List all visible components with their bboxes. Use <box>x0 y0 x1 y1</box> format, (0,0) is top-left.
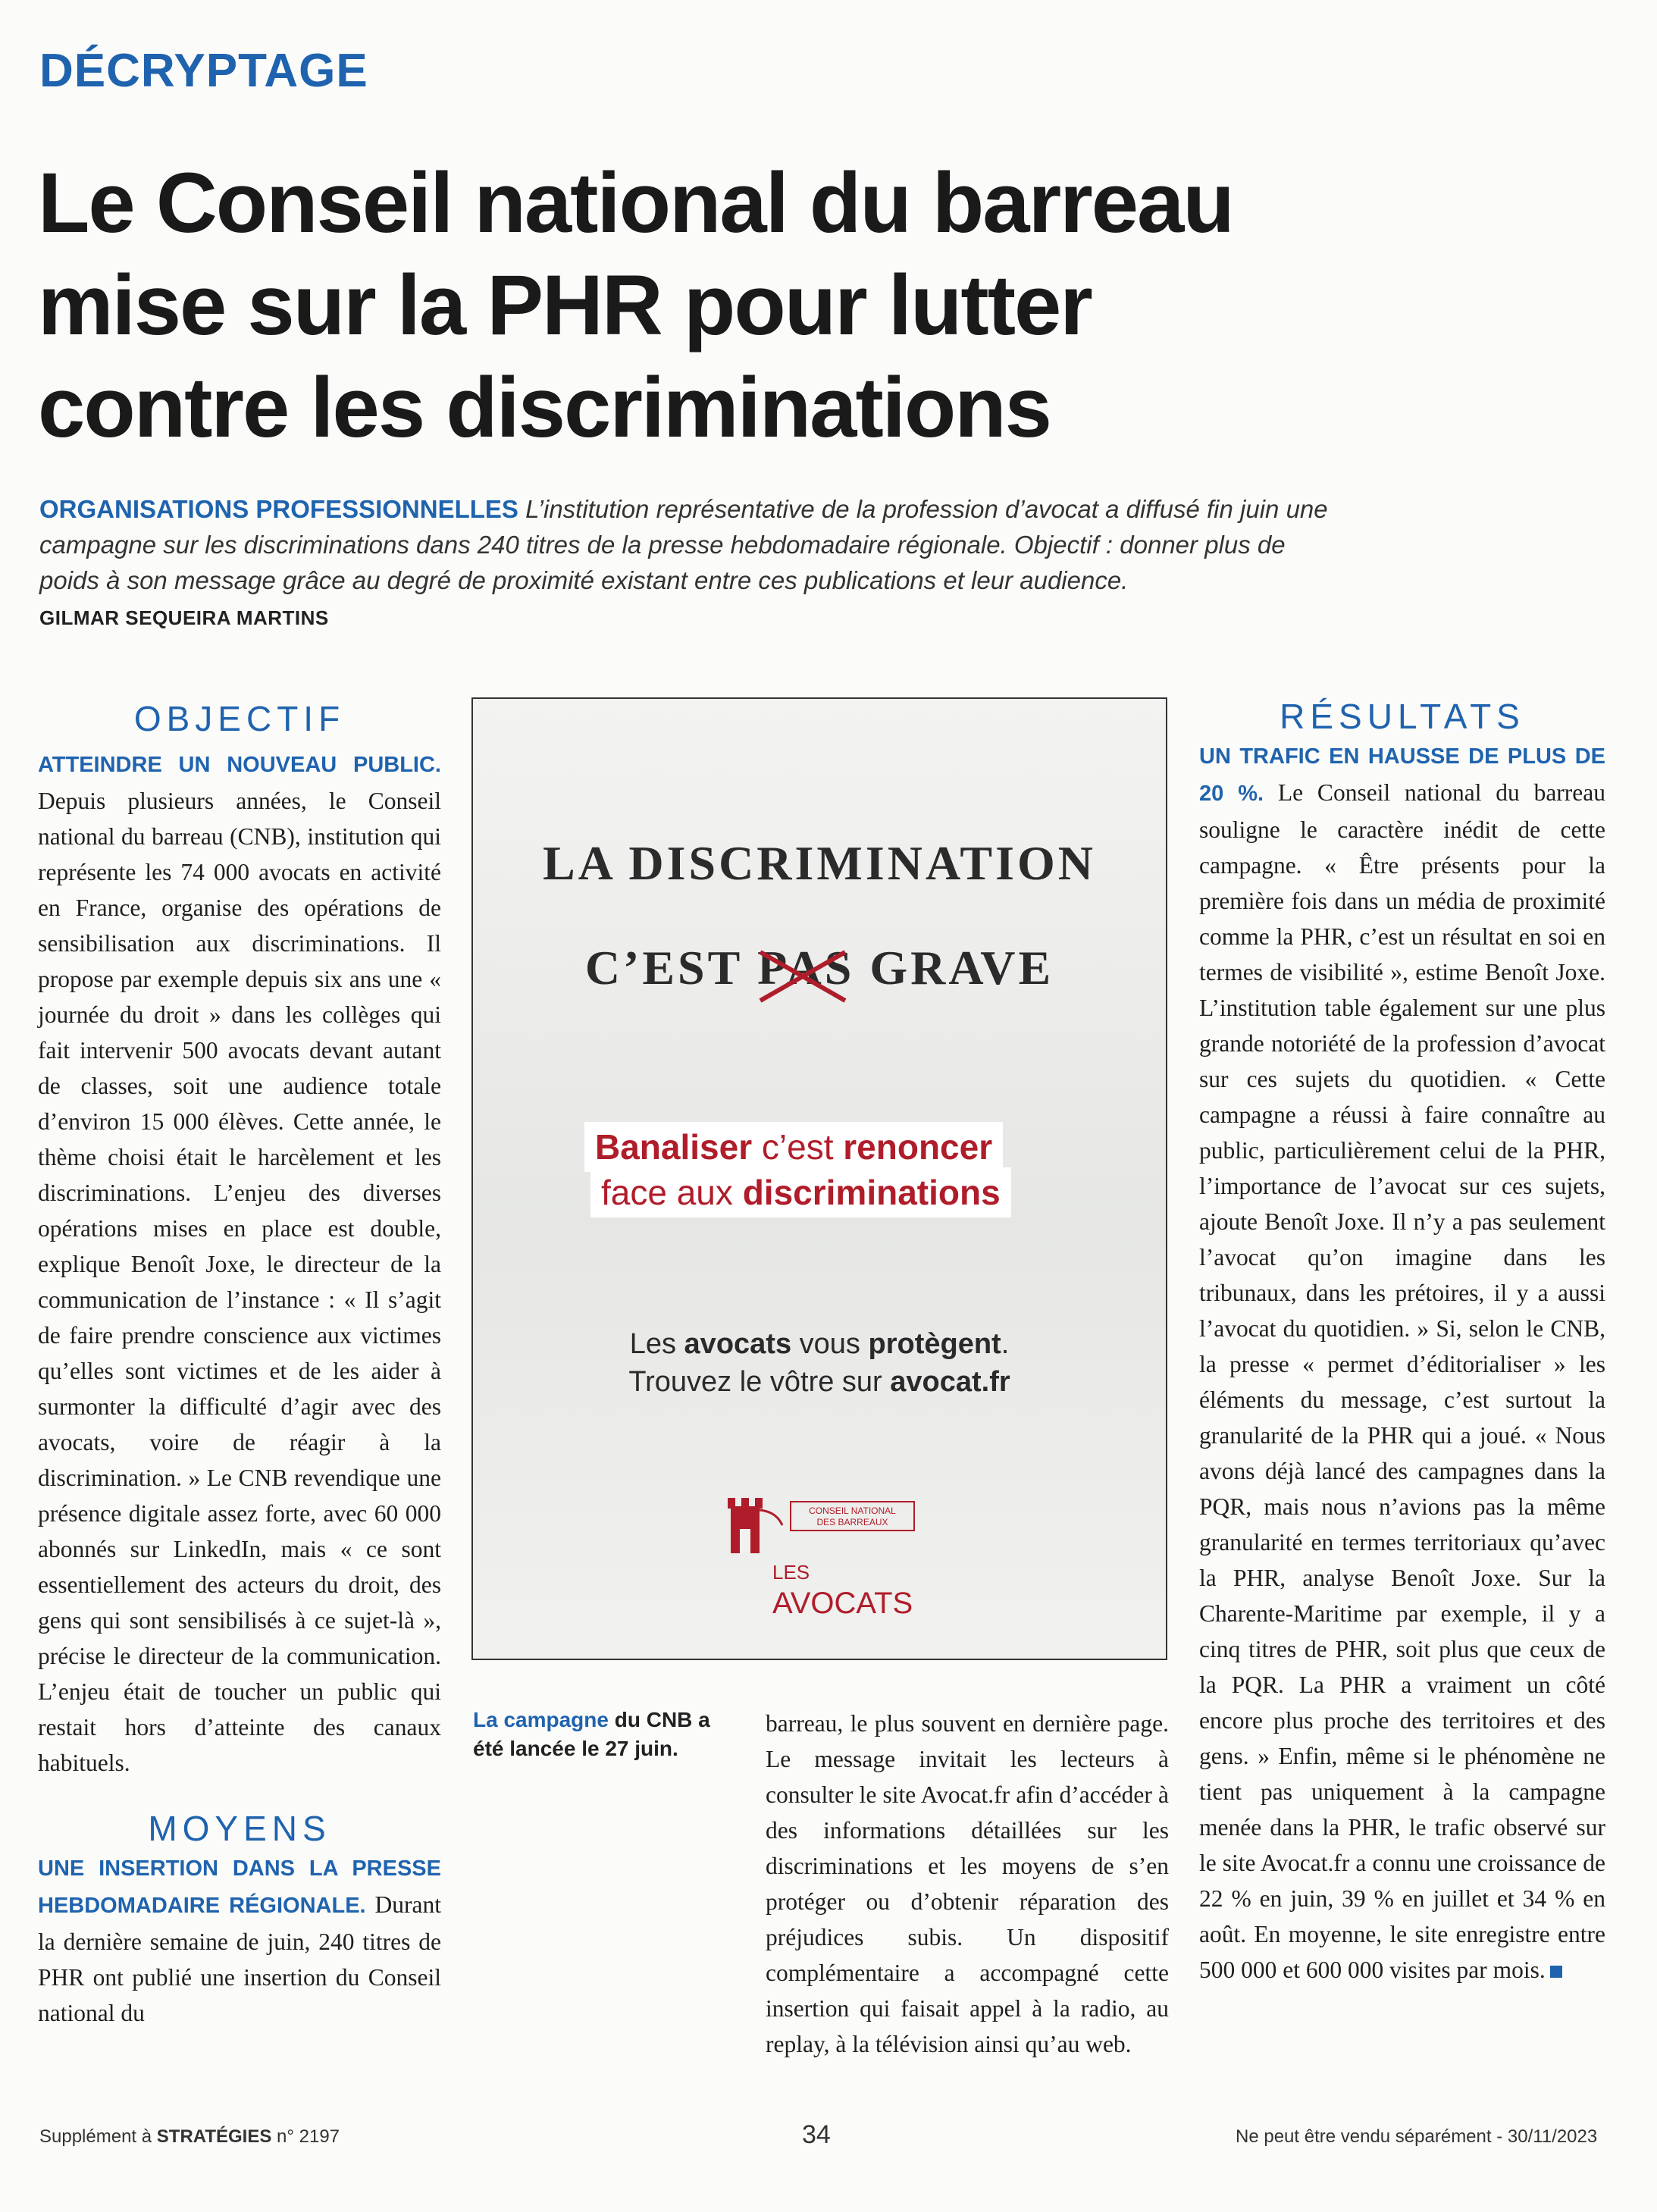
logo-avocats: AVOCATS <box>772 1587 913 1620</box>
end-mark-icon <box>1550 1966 1562 1978</box>
cta1-bold-avocats: avocats <box>684 1328 792 1360</box>
moyens-lead: UNE INSERTION DANS LA PRESSE HEBDOMADAIRE RÉGIONALE. <box>38 1856 441 1918</box>
campaign-ad-image <box>471 697 1167 1660</box>
objectif-paragraph <box>38 746 441 1781</box>
ad-slogan-line-2 <box>590 1167 1011 1217</box>
page-number: 34 <box>802 2120 831 2149</box>
byline: GILMAR SEQUEIRA MARTINS <box>39 606 329 629</box>
ad-struck-text: PAS <box>757 941 855 995</box>
slogan-word-banaliser: Banaliser <box>595 1127 753 1167</box>
resultats-text: Le Conseil national du barreau souligne le caractère inédit de cette campagne. « Être présents pour la première fois dans un média de proximité comme la PHR, c’est un résultat en soi en termes de visibilité », estime Benoît Joxe. L’institution table également sur une plus grande notoriété de la profession d’avocat sur ces sujets du quotidien. « Cette campagne a réussi à faire connaître au public, particulièrement celui de la PHR, l’importance de l’avocat sur ces sujets, ajoute Benoît Joxe. Il n’y a pas seulement l’avocat qu’on imagine dans les tribunaux, dans les prétoires, il y a aussi l’avocat du quotidien. » Si, selon le CNB, la presse « permet d’éditorialiser » les éléments du message, c’est surtout la granularité de la PHR qui a joué. « Nous avons déjà lancé des campagnes dans la PQR, mais nous n’avions pas la même granularité en termes territoriaux qu’avec la PHR, analyse Benoît Joxe. Sur la Charente-Maritime par exemple, il y a cinq titres de PHR, soit plus que ceux de la PQR. La PHR a vraiment un côté encore plus proche des territoires et des gens. » Enfin, même si le phénomène ne tient pas uniquement à la campagne menée dans la PHR, le trafic observé sur le site Avocat.fr a connu une croissance de 22 % en juin, 39 % en juillet et 34 % en août. En moyenne, le site enregistre entre 500 000 et 600 000 visites par mois. <box>1199 779 1605 1983</box>
footer-publication <box>39 2126 340 2148</box>
logo-wordmark <box>772 1552 926 1621</box>
headline-line-1: Le Conseil national du barreau <box>38 155 1233 250</box>
logo-les: LES <box>772 1561 810 1584</box>
cta2-url: avocat.fr <box>890 1366 1010 1398</box>
ad-title-part-b: GRAVE <box>854 941 1054 995</box>
castle-icon <box>723 1487 784 1556</box>
section-heading-objectif: OBJECTIF <box>133 699 346 738</box>
cta1-post: . <box>1001 1328 1010 1360</box>
caption-highlight: La campagne <box>473 1708 609 1731</box>
section-kicker: DÉCRYPTAGE <box>39 45 368 97</box>
red-cross-mark <box>754 946 853 1007</box>
section-heading-resultats: RÉSULTATS <box>1280 697 1525 736</box>
slogan-mid: c’est <box>752 1127 844 1167</box>
logo-small-line-1: CONSEIL NATIONAL <box>809 1505 896 1516</box>
rubric-label: ORGANISATIONS PROFESSIONNELLES <box>39 495 518 523</box>
cta1-bold-protegent: protègent <box>868 1328 1001 1360</box>
moyens-continued-text: barreau, le plus souvent en dernière page. Le message invitait les lecteurs à consulter le site Avocat.fr afin d’accéder à des informations détaillées sur les discriminations et les moyens de s’en protéger ou d’obtenir réparation des préjudices subis. Un dispositif complémentaire a accompagné cette insertion qui faisait appel à la radio, au replay, à la télévision ainsi qu’au web. <box>766 1710 1169 2057</box>
moyens-paragraph <box>38 1850 441 2031</box>
ad-title-part-a: C’EST <box>584 941 758 995</box>
footer-issue: n° 2197 <box>271 2126 340 2147</box>
headline-line-2: mise sur la PHR pour lutter <box>38 258 1092 352</box>
ad-slogan-line-1 <box>584 1122 1003 1172</box>
column-resultats <box>1199 697 1605 1988</box>
footer-brand: STRATÉGIES <box>156 2126 272 2147</box>
moyens-text: Durant la dernière semaine de juin, 240 titres de PHR ont publié une insertion du Conseil national du <box>38 1891 441 2026</box>
image-caption <box>473 1706 731 1763</box>
resultats-paragraph <box>1199 738 1605 1988</box>
logo-cnb-label <box>790 1501 915 1531</box>
standfirst-text: L’institution représentative de la profession d’avocat a diffusé fin juin une campagne sur les discriminations dans 240 titres de la presse hebdomadaire régionale. Objectif : donner plus de poids à son message grâce au degré de proximité existant entre ces publications et leur audience. <box>39 495 1328 594</box>
slogan-word-discriminations: discriminations <box>742 1173 1001 1212</box>
cta2-pre: Trouvez le vôtre sur <box>628 1366 891 1398</box>
objectif-lead: ATTEINDRE UN NOUVEAU PUBLIC. <box>38 753 441 777</box>
article-headline <box>38 152 1478 459</box>
section-heading-moyens: MOYENS <box>148 1809 331 1848</box>
slogan-word-renoncer: renoncer <box>843 1127 993 1167</box>
ad-title-line-2 <box>473 940 1166 996</box>
ad-struck-word <box>757 940 854 996</box>
caption-text: du CNB a été lancée le 27 juin. <box>473 1708 710 1760</box>
cta1-pre: Les <box>629 1328 684 1360</box>
standfirst <box>39 491 1343 598</box>
footer-prefix: Supplément à <box>39 2126 157 2147</box>
resultats-lead: UN TRAFIC EN HAUSSE DE PLUS DE 20 %. <box>1199 744 1605 806</box>
cta1-mid: vous <box>791 1328 869 1360</box>
objectif-text: Depuis plusieurs années, le Conseil national du barreau (CNB), institution qui représente les 74 000 avocats en activité en France, organise des opérations de sensibilisation aux discriminations. Il propose par exemple depuis six ans une « journée du droit » dans les collèges qui fait intervenir 500 avocats devant autant de classes, soit une audience totale d’environ 15 000 élèves. Cette année, le thème choisi était le harcèlement et les discriminations. L’enjeu des diverses opérations mises en place est double, explique Benoît Joxe, le directeur de la communication de l’instance : « Il s’agit de faire prendre conscience aux victimes qu’elles sont victimes et de les aider à surmonter la difficulté d’agir avec des avocats, voire de réagir à la discrimination. » Le CNB revendique une présence digitale assez forte, avec 60 000 abonnés sur LinkedIn, mais « ce sont essentiellement des acteurs du droit, des gens qui sont sensibilisés à ce sujet-là », précise le directeur de la communication. L’enjeu était de toucher un public qui restait hors d’atteinte des canaux habituels. <box>38 788 441 1776</box>
headline-line-3: contre les discriminations <box>38 360 1051 455</box>
column-moyens-continued <box>766 1706 1169 2062</box>
cnb-logo <box>714 1480 926 1620</box>
ad-title-line-1: LA DISCRIMINATION <box>542 836 1097 890</box>
ad-cta-line-1 <box>473 1325 1166 1363</box>
column-objectif <box>38 699 441 2031</box>
logo-small-line-2: DES BARREAUX <box>816 1517 888 1527</box>
ad-cta-line-2 <box>473 1363 1166 1401</box>
footer-notice: Ne peut être vendu séparément - 30/11/2023 <box>1236 2126 1598 2147</box>
slogan-pre: face aux <box>601 1173 743 1212</box>
